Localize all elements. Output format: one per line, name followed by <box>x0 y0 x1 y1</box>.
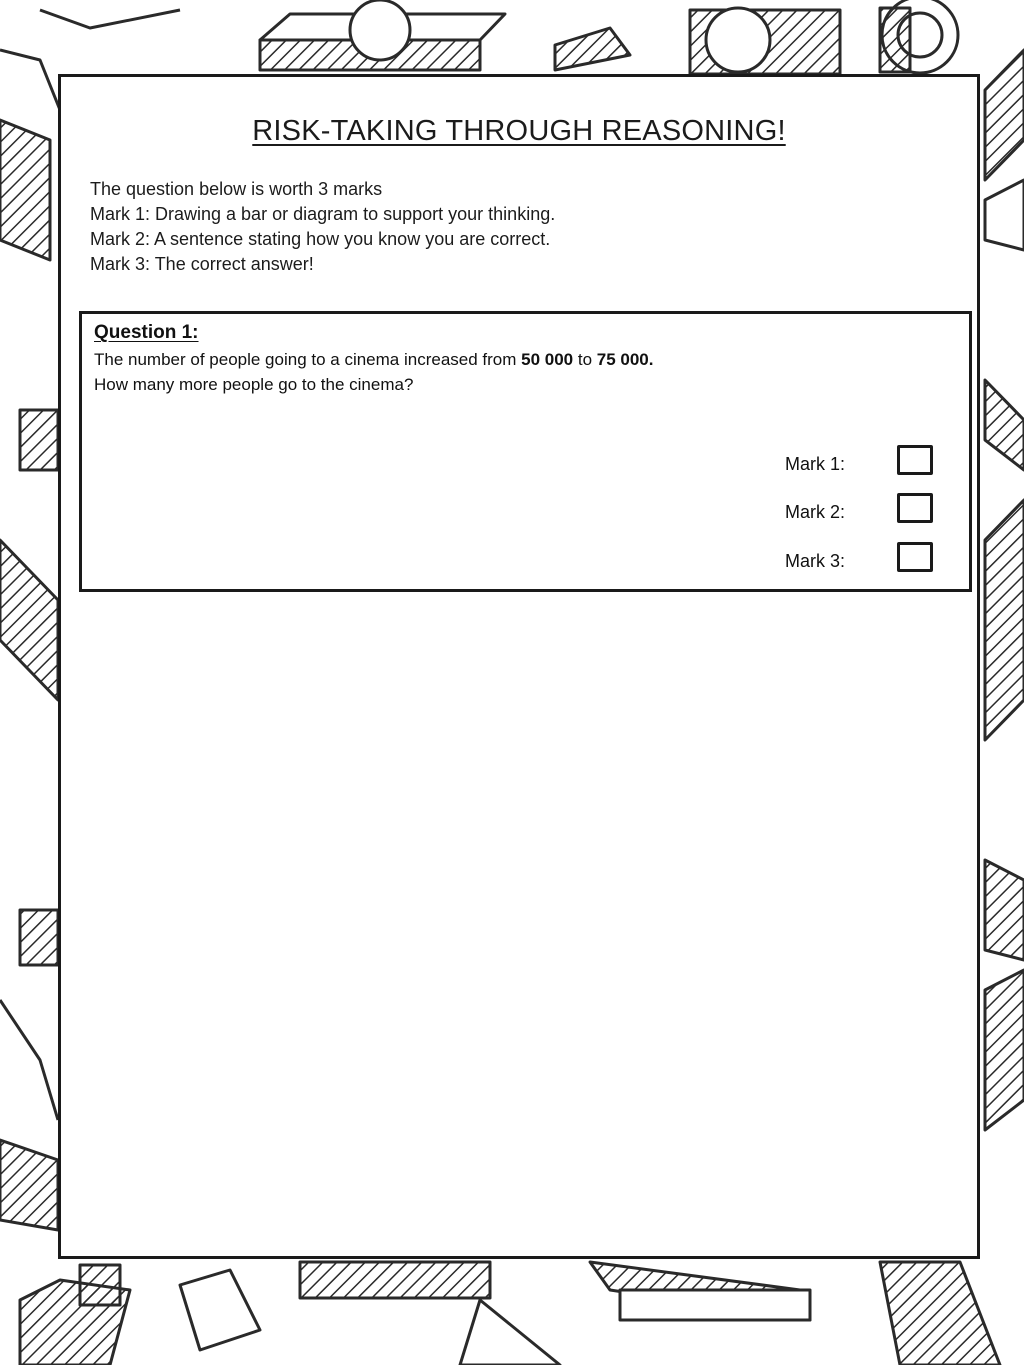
mark-1-checkbox[interactable] <box>897 445 933 475</box>
mark-row-2 <box>785 493 945 527</box>
mark-label: Mark 3: <box>785 551 846 571</box>
question-text-line-2: How many more people go to the cinema? <box>94 375 414 394</box>
question-text: to <box>573 350 597 369</box>
mark-row-1 <box>785 445 945 479</box>
question-text-line-1 <box>94 350 654 370</box>
question-text: The number of people going to a cinema increased from <box>94 350 522 369</box>
value-to: 75 000. <box>596 350 654 369</box>
instruction-line: Mark 2: A sentence stating how you know you are correct. <box>90 229 551 249</box>
mark-row-3 <box>785 542 945 576</box>
instruction-line: Mark 3: The correct answer! <box>90 254 314 274</box>
mark-label: Mark 1: <box>785 454 846 474</box>
question-box[interactable] <box>79 311 972 592</box>
instruction-line: The question below is worth 3 marks <box>90 179 383 199</box>
working-area[interactable] <box>79 607 972 1247</box>
value-from: 50 000 <box>521 350 574 369</box>
page-title: RISK-TAKING THROUGH REASONING! <box>252 115 786 147</box>
mark-2-checkbox[interactable] <box>897 493 933 523</box>
mark-label: Mark 2: <box>785 502 846 522</box>
question-heading: Question 1: <box>94 322 199 343</box>
instruction-line: Mark 1: Drawing a bar or diagram to support your thinking. <box>90 204 556 224</box>
worksheet-page <box>58 74 980 1259</box>
mark-3-checkbox[interactable] <box>897 542 933 572</box>
marking-instructions <box>90 177 555 277</box>
